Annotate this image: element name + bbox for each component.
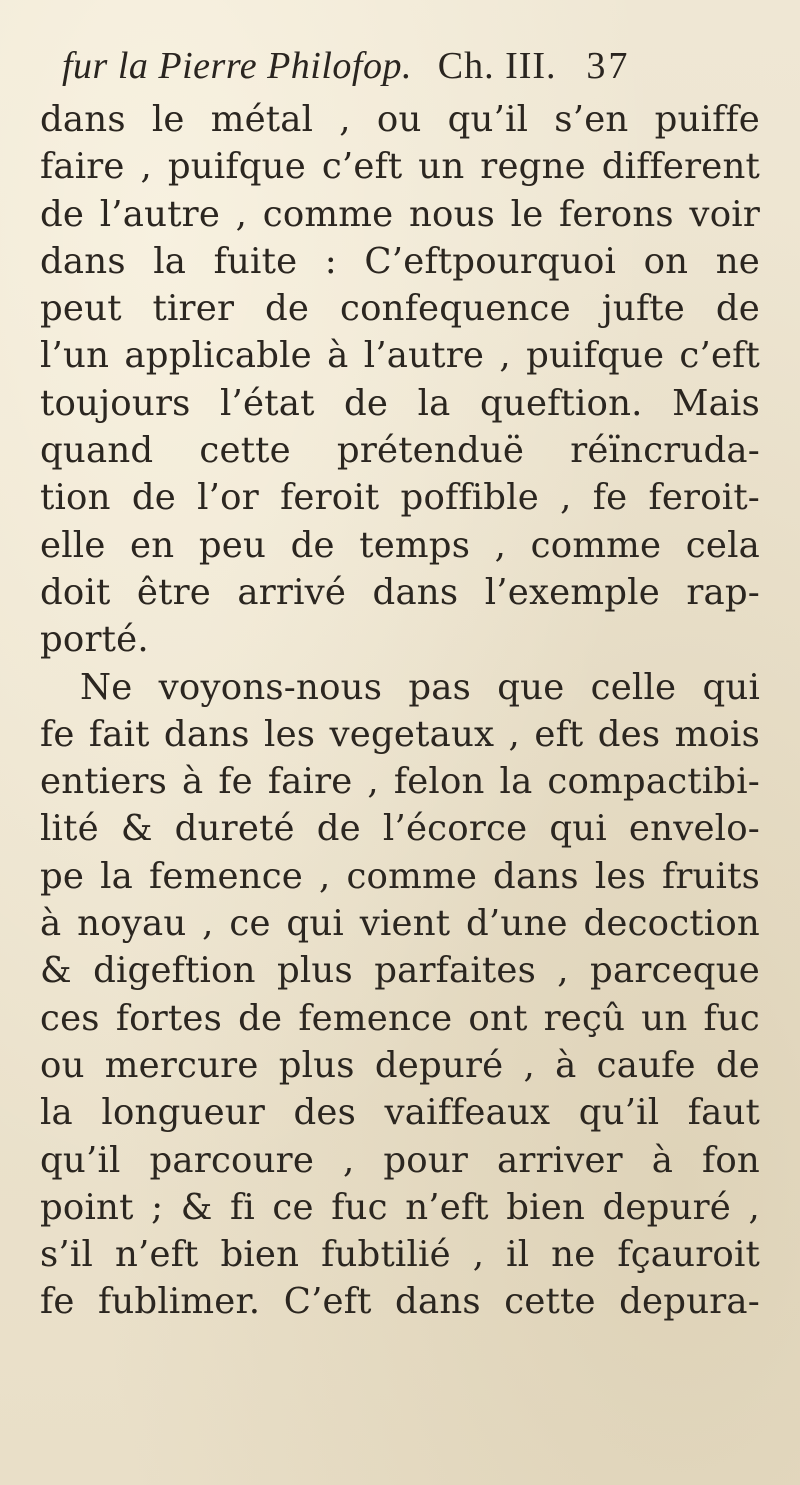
body-text: [40, 96, 760, 1326]
text-line: ces fortes de femence ont reçû un fuc: [40, 997, 760, 1039]
text-line: entiers à fe faire , felon la compactibi-: [40, 761, 760, 803]
running-head-chapter: Ch. III.: [437, 45, 557, 87]
text-line: pe la femence , comme dans les fruits: [40, 855, 760, 897]
text-line-paragraph-end: porté.: [40, 619, 149, 661]
text-line: dans la fuite : C’eftpourquoi on ne: [40, 240, 760, 282]
text-line: dans le métal , ou qu’il s’en puiffe: [40, 99, 760, 140]
text-line: elle en peu de temps , comme cela: [40, 524, 760, 566]
text-line: la longueur des vaiffeaux qu’il faut: [40, 1092, 760, 1134]
text-line: doit être arrivé dans l’exemple rap-: [40, 571, 760, 613]
running-head-title: fur la Pierre Philofop.: [62, 45, 412, 87]
text-line: ou mercure plus depuré , à caufe de: [40, 1044, 760, 1086]
text-line: fe fublimer. C’eft dans cette depura-: [40, 1281, 760, 1323]
text-line: fe fait dans les vegetaux , eft des mois: [40, 713, 760, 755]
text-line: s’il n’eft bien fubtilié , il ne fçauroit: [40, 1234, 760, 1276]
text-line: & digeftion plus parfaites , parceque: [40, 950, 760, 992]
text-line: tion de l’or feroit poffible , fe feroit-: [40, 477, 760, 519]
text-line: toujours l’état de la queftion. Mais: [40, 382, 760, 424]
text-line: qu’il parcoure , pour arriver à fon: [40, 1139, 760, 1181]
page-number: 37: [586, 45, 631, 87]
running-head: [62, 40, 762, 92]
text-line: faire , puifque c’eft un regne different: [40, 146, 760, 188]
text-line: point ; & fi ce fuc n’eft bien depuré ,: [40, 1186, 760, 1228]
text-line: quand cette prétenduë réïncruda-: [40, 430, 760, 472]
text-line: lité & dureté de l’écorce qui envelo-: [40, 808, 760, 850]
text-line: de l’autre , comme nous le ferons voir: [40, 193, 760, 235]
text-line: à noyau , ce qui vient d’une decoction: [40, 903, 760, 945]
text-line: peut tirer de confequence jufte de: [40, 288, 760, 330]
text-line: l’un applicable à l’autre , puifque c’eft: [40, 335, 760, 377]
text-line-paragraph-start: Ne voyons-nous pas que celle qui: [80, 666, 760, 708]
